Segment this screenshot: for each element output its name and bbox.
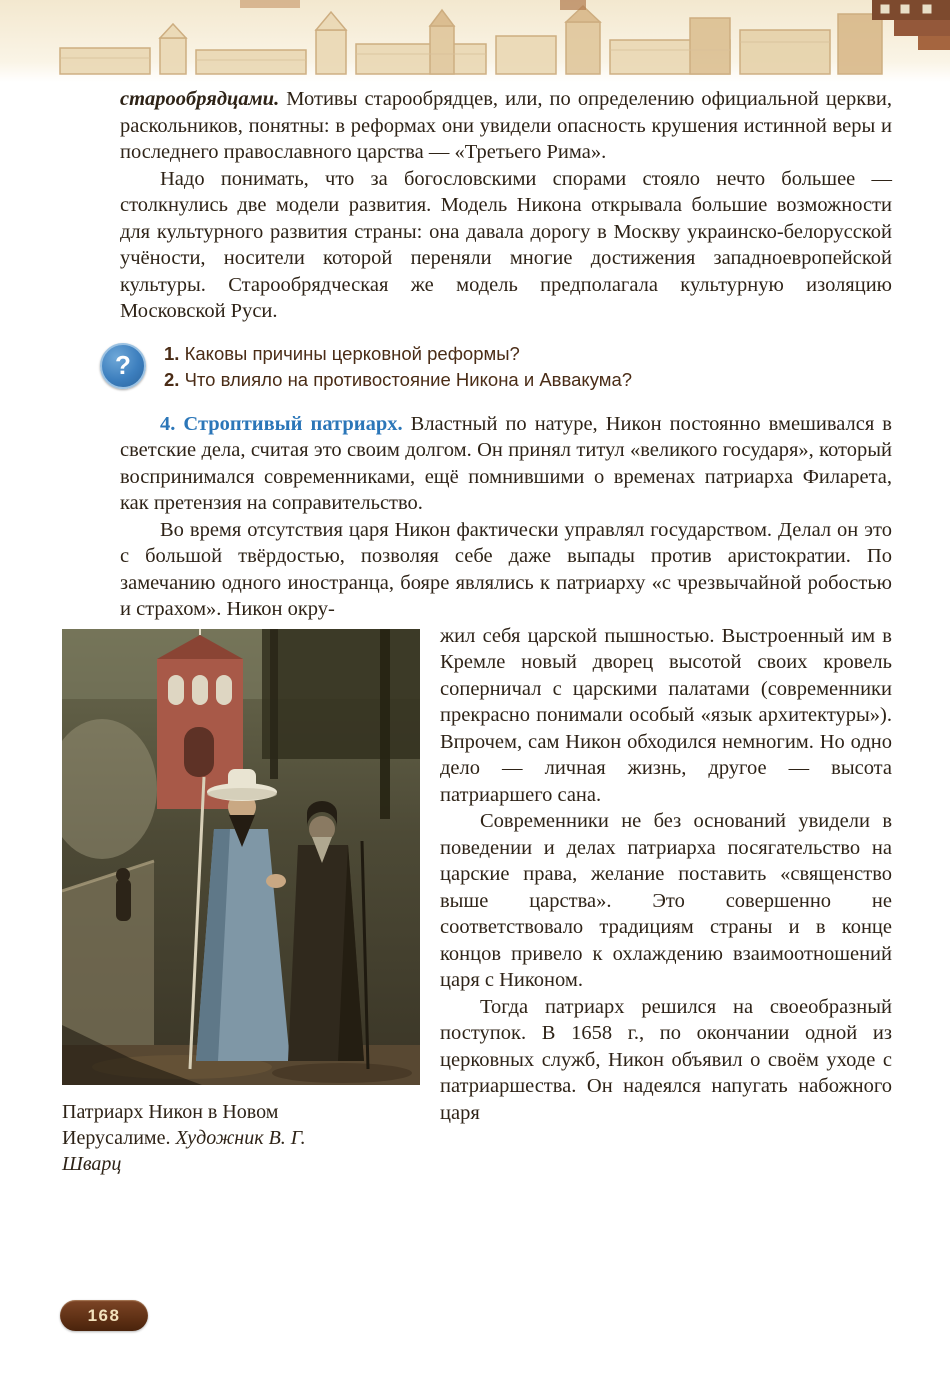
questions-block bbox=[115, 341, 892, 393]
painting-image bbox=[62, 629, 420, 1085]
paragraph-lead-italic: старообрядцами. bbox=[120, 88, 280, 110]
page-text-column bbox=[62, 86, 892, 1177]
question-mark-glyph: ? bbox=[115, 350, 131, 380]
figure-caption bbox=[62, 1099, 352, 1177]
paragraph-nikon-rule-part2: жил себя царской пышностью. Выстроенный им в Кремле новый дворец высотой своих кровель соперничал с царскими палатами (современники прекрасно понимали особый «язык архитектуры»). Впрочем, сам Никон обходился немногим. Но одно дело — личная жизнь, другое — высота патриаршего сана. bbox=[440, 624, 892, 806]
image-text-flow bbox=[62, 623, 892, 1175]
caption-artist: Художник В. Г. Шварц bbox=[62, 1126, 306, 1175]
paragraph-1658-departure: Тогда патриарх решился на своеобразный поступок. В 1658 г., по окончании одной из церковных служб, Никон объявил о своём уходе с патриаршества. Он надеялся напугать набожного царя bbox=[440, 995, 892, 1124]
question-item-1 bbox=[164, 341, 632, 367]
decorative-header-illustration bbox=[0, 0, 950, 82]
section-4-lead: Властный по натуре, Никон постоянно вмешивался в светские дела, считая это своим долгом. Он принял титул «великого государя», который воспринимался современниками, ещё помнившими о временах патриарха Филарета, как претензия на соправительство. bbox=[120, 412, 892, 514]
question-number: 1. bbox=[164, 342, 180, 364]
paragraph-contemporaries: Современники не без оснований увидели в поведении и делах патриарха посягательство на царские права, желание поставить «священство выше царства». Это совершенно не соответствовало традициям страны и в конце концов привело к охлаждению взаимоотношений царя с Никоном. bbox=[440, 810, 892, 991]
questions-list bbox=[164, 341, 632, 393]
paragraph-text: Мотивы старообрядцев, или, по определению официальной церкви, раскольников, понятны: в реформах они увидели опасность крушения истинной веры и последнего православного царства — «Третьего Рима». bbox=[120, 88, 892, 163]
section-4-title: 4. Строптивый патриарх. bbox=[160, 412, 403, 435]
question-number: 2. bbox=[164, 368, 180, 390]
question-mark-icon bbox=[100, 343, 146, 389]
page-number-badge bbox=[60, 1300, 148, 1331]
question-item-2 bbox=[164, 367, 632, 393]
header-illustration-drawing bbox=[0, 0, 950, 82]
painting-drawing bbox=[62, 629, 420, 1085]
figure-nikon-painting bbox=[62, 629, 420, 1177]
paragraph-nikon-rule-part1: Во время отсутствия царя Никон фактически управлял государством. Делал он это с большой твёрдостью, позволяя себе даже выпады против аристократии. По замечанию одного иностранца, бояре являлись к патриарху «с чрезвычайной робостью и страхом». Никон окру- bbox=[120, 518, 892, 620]
question-text: Каковы причины церковной реформы? bbox=[184, 342, 520, 364]
section-4-paragraph bbox=[120, 411, 892, 517]
page-number: 168 bbox=[87, 1305, 121, 1325]
question-text: Что влияло на противостояние Никона и Аввакума? bbox=[184, 368, 633, 390]
paragraph-two-models: Надо понимать, что за богословскими спорами стояло нечто большее — столкнулись две модели развития. Модель Никона открывала большие возможности для культурного развития страны: она давала дорогу в Москву украинско-белорусской учёности, носители которой переняли многие достижения западноевропейской культуры. Старообрядческая же модель предполагала культурную изоляцию Московской Руси. bbox=[120, 167, 892, 322]
paragraph-old-believers bbox=[120, 86, 892, 166]
caption-text: Патриарх Никон в Новом Иерусалиме. bbox=[62, 1100, 279, 1149]
